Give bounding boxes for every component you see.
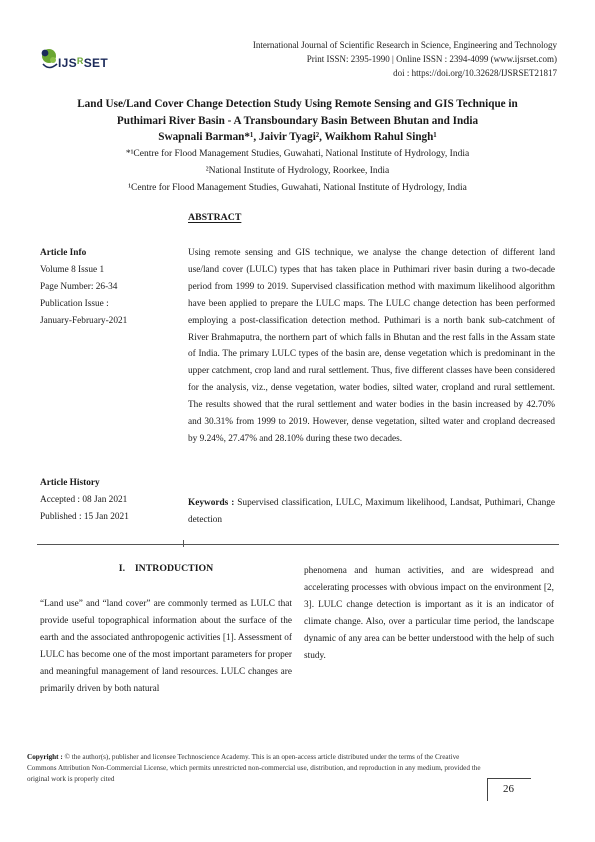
article-history — [40, 475, 190, 526]
affiliation-2: ²National Institute of Hydrology, Roorkee, India — [205, 166, 390, 176]
journal-logo — [38, 44, 128, 74]
paper-title-line-1: Land Use/Land Cover Change Detection Study Using Remote Sensing and GIS Technique in — [77, 98, 518, 110]
section-divider — [37, 544, 559, 545]
copyright-notice — [27, 752, 489, 785]
divider-tick — [183, 540, 184, 547]
introduction-heading: I. INTRODUCTION — [118, 563, 214, 574]
affiliation-3: ¹Centre for Flood Management Studies, Guwahati, National Institute of Hydrology, India — [128, 183, 467, 193]
keywords-label: Keywords : — [188, 498, 235, 508]
copyright-text: © the author(s), publisher and licensee Technoscience Academy. This is an open-access article distributed under the terms of the Creative Commons Attribution Non-Commercial License, which permits unrestricted non-commercial use, distribution, and reproduction in any medium, provided the original work is properly cited — [27, 753, 481, 783]
journal-header — [253, 38, 557, 81]
article-info-heading: Article Info — [40, 248, 87, 258]
article-info — [40, 245, 190, 330]
keywords — [188, 495, 555, 529]
abstract-heading: ABSTRACT — [188, 212, 242, 223]
published-date: Published : 15 Jan 2021 — [40, 512, 129, 522]
publication-issue-label: Publication Issue : — [40, 299, 109, 309]
author-list: Swapnali Barman*¹, Jaivir Tyagi², Waikhom Rahul Singh¹ — [158, 131, 437, 143]
article-volume: Volume 8 Issue 1 — [40, 265, 105, 275]
article-pages: Page Number: 26-34 — [40, 282, 118, 292]
publication-issue-value: January-February-2021 — [40, 316, 128, 326]
article-history-heading: Article History — [40, 478, 100, 488]
keywords-text: Supervised classification, LULC, Maximum likelihood, Landsat, Puthimari, Change detection — [188, 498, 555, 525]
affiliations — [30, 146, 565, 197]
introduction-column-right: phenomena and human activities, and are widespread and accelerating processes with obvious impact on the environment [2, 3]. LULC change detection is important as it is an indicator of climate change. Also, over a particular time period, the landscape dynamic of any area can be better understood with the help of such study. — [304, 566, 554, 661]
journal-doi[interactable]: doi : https://doi.org/10.32628/IJSRSET21817 — [393, 68, 557, 79]
logo-wordmark: $IJS^RSET$ — [58, 56, 108, 70]
logo-suffix: SET — [83, 56, 108, 70]
journal-issn: Print ISSN: 2395-1990 | Online ISSN : 2394-4099 (www.ijsrset.com) — [306, 54, 557, 65]
page-number: 26 — [503, 783, 514, 795]
introduction-column-left: “Land use” and “land cover” are commonly termed as LULC that provide useful topographical information about the surface of the earth and the associated anthropogenic activities [1]. Assessment of LULC has become one of the most important parameters for proper and meaningful management of land resources. LULC changes are primarily driven by both natural — [40, 599, 292, 694]
accepted-date: Accepted : 08 Jan 2021 — [40, 495, 128, 505]
journal-name: International Journal of Scientific Research in Science, Engineering and Technology — [252, 40, 557, 50]
paper-title-line-2: Puthimari River Basin - A Transboundary Basin Between Bhutan and India — [116, 114, 479, 127]
affiliation-1: *¹Centre for Flood Management Studies, Guwahati, National Institute of Hydrology, India — [125, 149, 470, 159]
copyright-label: Copyright : — [27, 753, 63, 761]
abstract-text: Using remote sensing and GIS technique, we analyse the change detection of different land use/land cover (LULC) types that has taken place in Puthimari river basin during a two-decade period from 1999 to 2019. Supervised classification method with maximum likelihood algorithm have been applied to prepare the LULC maps. The LULC change detection has been performed employing a post-classification detection method. Puthimari is a north bank sub-catchment of River Brahmaputra, the northern part of which falls in Bhutan and the rest falls in the Assam state of India. The primary LULC types of the basin are, dense vegetation which is predominant in the upper catchment, crop land and rural settlement. Thus, five different classes have been considered for the analysis, viz., dense vegetation, water bodies, silted water, cropland and rural settlement. The results showed that the rural settlement and water bodies in the basin increased by 42.70% and 30.31% from 1999 to 2019. However, dense vegetation, silted water and cropland decreased by 9.24%, 27.47% and 28.10% during these two decades. — [188, 248, 555, 444]
paper-title-block — [30, 96, 565, 146]
logo-prefix: IJS — [58, 56, 77, 70]
